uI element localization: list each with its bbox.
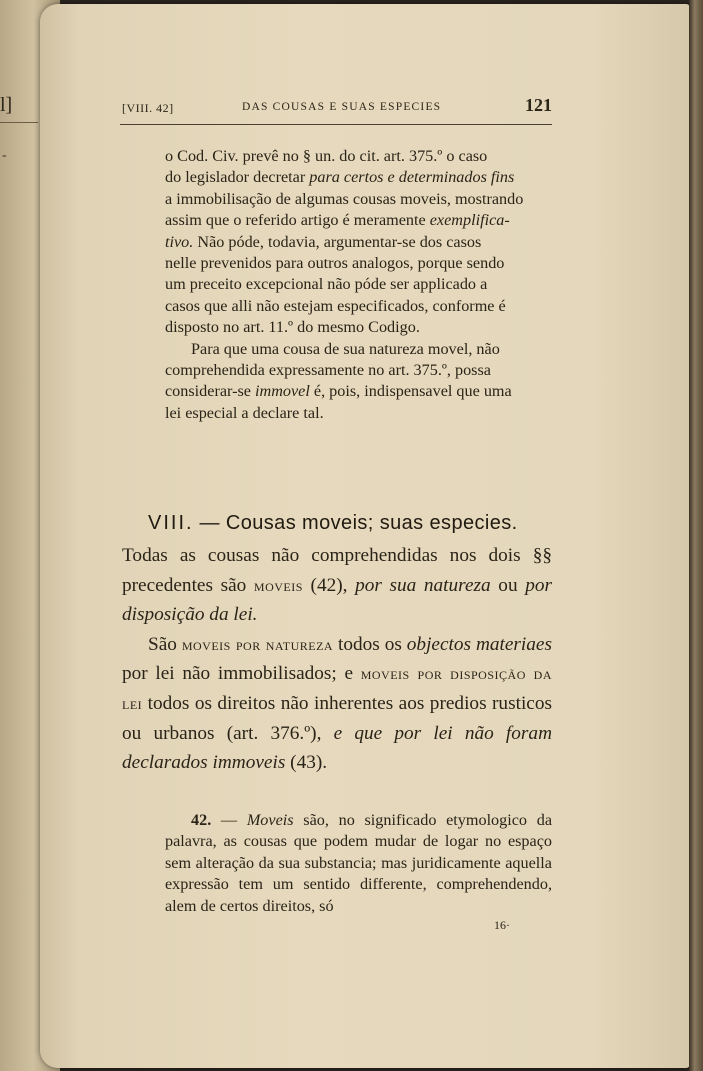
text-line: casos que alli não estejam especificados, conforme é [165, 296, 506, 315]
text-line: a immobilisação de algumas cousas moveis, mostrando [165, 189, 524, 208]
section-number: VIII. [148, 512, 194, 534]
text-line: Para que uma cousa de sua natureza movel, não [191, 339, 500, 358]
header-title: DAS COUSAS E SUAS ESPECIES [242, 101, 442, 113]
paragraph-3 [122, 541, 552, 630]
running-header [122, 95, 552, 121]
printer-signature: 16· [494, 918, 510, 932]
footnote-ref: (43). [285, 752, 328, 774]
italic-text: para certos e determinados fins [309, 168, 515, 187]
italic-text: Moveis [246, 811, 294, 829]
previous-page-margin-mark: l] [0, 94, 13, 116]
footnote-continuation [165, 146, 552, 424]
previous-page-dash: - [2, 148, 7, 163]
text-line: disposto no art. 11.º do mesmo Codigo. [165, 318, 420, 337]
section-heading [148, 512, 558, 535]
previous-page-rule [0, 122, 38, 123]
small-caps-text: moveis por natureza [181, 633, 334, 654]
text-line: comprehendida expressamente no art. 375.º, possa [165, 361, 491, 380]
note-number: 42. [191, 811, 212, 829]
italic-text: objectos materiaes [406, 633, 552, 655]
italic-text: por sua natureza [355, 574, 491, 596]
header-rule [120, 124, 552, 125]
header-section-ref: [VIII. 42] [122, 101, 174, 115]
text-line: é, pois, indispensavel que uma [309, 382, 512, 401]
book-edge [689, 0, 703, 1071]
small-caps-text: moveis [253, 574, 303, 595]
paragraph-2 [165, 339, 552, 425]
text-line: o Cod. Civ. prevê no § un. do cit. art. 375.º o caso [165, 147, 488, 165]
italic-text: immovel [255, 382, 310, 401]
paragraph-1 [165, 146, 552, 339]
text-run: — [211, 811, 247, 829]
text-run: ou [490, 574, 526, 596]
text-run: todos os [333, 633, 407, 655]
footnote-ref: (42), [302, 574, 356, 596]
italic-text: tivo. [165, 232, 194, 251]
text-line: do legislador decretar [165, 168, 310, 187]
text-line: considerar-se [165, 382, 256, 401]
italic-text: por disposição da lei. [122, 574, 552, 626]
paragraph-5 [165, 810, 552, 917]
text-line: Não póde, todavia, argumentar-se dos casos [193, 232, 482, 251]
small-caps-text: moveis por disposição da lei [122, 663, 552, 713]
text-run: Todas as cousas não comprehendidas nos dois §§ precedentes são [122, 545, 552, 596]
text-run: todos os direitos não inherentes aos predios rusticos ou urbanos (art. 376.º), [122, 692, 552, 744]
main-text [122, 541, 552, 778]
paragraph-4 [122, 630, 552, 778]
section-title: — Cousas moveis; suas especies. [193, 512, 518, 534]
page-number: 121 [525, 95, 552, 115]
text-run: por lei não immobilisados; e [122, 663, 361, 685]
text-run: São [148, 633, 182, 655]
text-line: assim que o referido artigo é meramente [165, 211, 430, 230]
note-42 [165, 810, 552, 917]
italic-text: exemplifica- [429, 211, 510, 230]
text-line: lei especial a declare tal. [165, 403, 324, 422]
italic-text: e que por lei não foram declarados immoveis [122, 722, 552, 774]
text-line: um preceito excepcional não póde ser applicado a [165, 275, 488, 294]
text-run: são, no significado etymologico da palavra, as cousas que podem mudar de logar no espaço sem alteração da sua substancia; mas juridicamente aquella expressão tem um sentido differente, comprehendendo, alem de certos direitos, só [165, 811, 552, 915]
text-line: nelle prevenidos para outros analogos, porque sendo [165, 254, 505, 273]
